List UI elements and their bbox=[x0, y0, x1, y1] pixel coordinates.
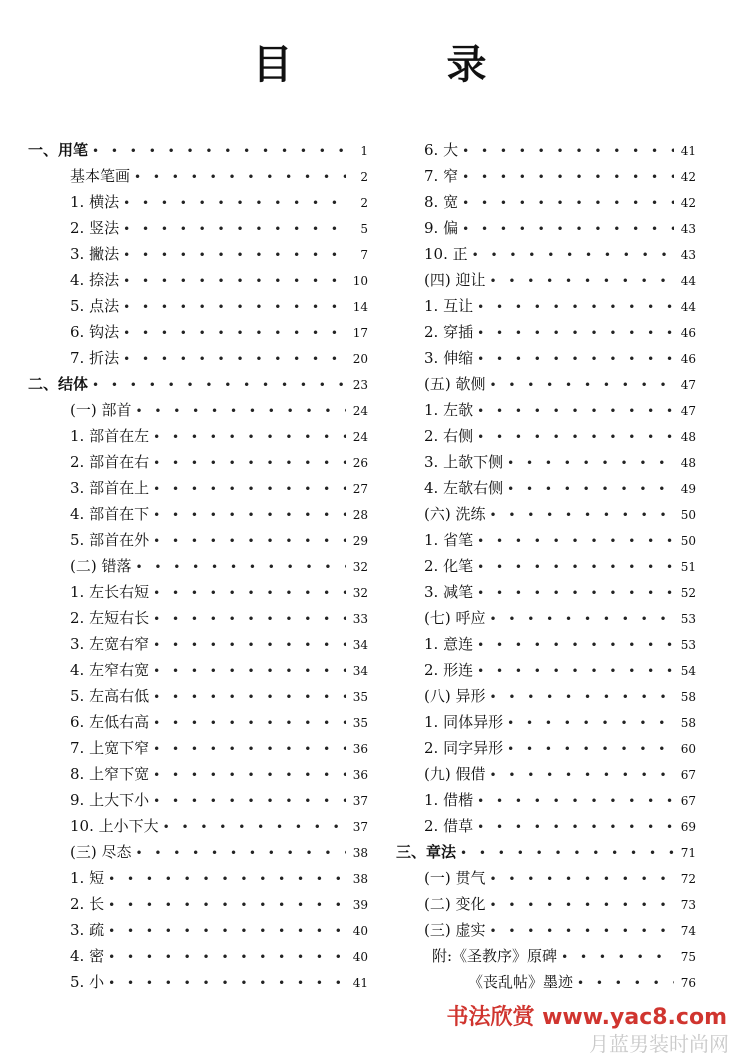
toc-entry bbox=[28, 423, 368, 449]
toc-leader-dots bbox=[477, 346, 674, 372]
toc-page-number: 54 bbox=[680, 664, 696, 678]
toc-entry-label: 基本笔画 bbox=[70, 167, 131, 185]
toc-entry-label: (九) 假借 bbox=[424, 765, 486, 783]
toc-entry-label: 6. 大 bbox=[424, 141, 459, 159]
toc-entry bbox=[28, 917, 368, 943]
toc-page-number: 43 bbox=[680, 222, 696, 236]
toc-entry bbox=[28, 969, 368, 995]
toc-page-number: 72 bbox=[680, 872, 696, 886]
toc-leader-dots bbox=[507, 736, 674, 762]
toc-entry bbox=[28, 943, 368, 969]
toc-entry-label: 7. 上宽下窄 bbox=[70, 739, 150, 757]
toc-entry-label: (五) 欹侧 bbox=[424, 375, 486, 393]
toc-left-column bbox=[28, 137, 368, 995]
toc-entry bbox=[28, 215, 368, 241]
toc-page-number: 53 bbox=[680, 612, 696, 626]
toc-entry-label: 1. 互让 bbox=[424, 297, 474, 315]
toc-leader-dots bbox=[153, 580, 346, 606]
toc-entry bbox=[28, 709, 368, 735]
toc-entry bbox=[396, 449, 696, 475]
toc-entry bbox=[28, 475, 368, 501]
toc-entry-label: 1. 意连 bbox=[424, 635, 474, 653]
toc-leader-dots bbox=[489, 866, 674, 892]
toc-page-number: 48 bbox=[680, 430, 696, 444]
toc-leader-dots bbox=[92, 372, 346, 398]
toc-entry-label: 6. 钩法 bbox=[70, 323, 120, 341]
toc-entry-label: 10. 正 bbox=[424, 245, 468, 263]
toc-leader-dots bbox=[477, 554, 674, 580]
toc-entry-label: 5. 部首在外 bbox=[70, 531, 150, 549]
toc-page-number: 44 bbox=[680, 274, 696, 288]
toc-entry-label: (四) 迎让 bbox=[424, 271, 486, 289]
watermark-text: 书法欣赏 www.yac8.com bbox=[446, 1005, 727, 1030]
toc-entry-label: 6. 左低右高 bbox=[70, 713, 150, 731]
toc-page-number: 46 bbox=[680, 326, 696, 340]
toc-entry bbox=[396, 839, 696, 865]
toc-entry bbox=[28, 241, 368, 267]
toc-leader-dots bbox=[153, 502, 346, 528]
toc-entry-label: 1. 借楷 bbox=[424, 791, 474, 809]
toc-entry bbox=[396, 813, 696, 839]
toc-entry bbox=[396, 709, 696, 735]
toc-leader-dots bbox=[134, 164, 346, 190]
toc-page-number: 41 bbox=[352, 976, 368, 990]
toc-entry bbox=[28, 501, 368, 527]
toc-page-number: 32 bbox=[352, 586, 368, 600]
toc-entry bbox=[28, 813, 368, 839]
toc-entry-label: (八) 异形 bbox=[424, 687, 486, 705]
toc-leader-dots bbox=[153, 424, 346, 450]
toc-entry bbox=[28, 631, 368, 657]
toc-entry bbox=[396, 969, 696, 995]
toc-entry bbox=[28, 137, 368, 163]
toc-entry-label: 附:《圣教序》原碑 bbox=[432, 947, 558, 965]
toc-leader-dots bbox=[577, 970, 674, 996]
toc-leader-dots bbox=[153, 736, 346, 762]
toc-leader-dots bbox=[489, 606, 674, 632]
toc-entry-label: (一) 贯气 bbox=[424, 869, 486, 887]
toc-page-number: 35 bbox=[352, 690, 368, 704]
toc-right-column bbox=[396, 137, 696, 995]
toc-leader-dots bbox=[108, 944, 346, 970]
toc-leader-dots bbox=[460, 840, 674, 866]
toc-page-number: 75 bbox=[680, 950, 696, 964]
toc-leader-dots bbox=[477, 398, 674, 424]
toc-entry bbox=[28, 683, 368, 709]
toc-page-number: 50 bbox=[680, 534, 696, 548]
toc-leader-dots bbox=[135, 398, 346, 424]
toc-page-number: 74 bbox=[680, 924, 696, 938]
toc-leader-dots bbox=[123, 346, 346, 372]
toc-leader-dots bbox=[489, 502, 674, 528]
toc-page-number: 48 bbox=[680, 456, 696, 470]
toc-entry bbox=[396, 683, 696, 709]
toc-entry bbox=[28, 397, 368, 423]
toc-entry bbox=[28, 553, 368, 579]
toc-entry bbox=[396, 761, 696, 787]
toc-page-number: 52 bbox=[680, 586, 696, 600]
toc-leader-dots bbox=[477, 814, 674, 840]
toc-leader-dots bbox=[123, 242, 346, 268]
toc-entry-label: 2. 化笔 bbox=[424, 557, 474, 575]
toc-leader-dots bbox=[135, 554, 346, 580]
toc-entry-label: 3. 撇法 bbox=[70, 245, 120, 263]
toc-entry-label: 3. 部首在上 bbox=[70, 479, 150, 497]
toc-leader-dots bbox=[123, 294, 346, 320]
toc-leader-dots bbox=[123, 320, 346, 346]
toc-leader-dots bbox=[507, 710, 674, 736]
toc-entry bbox=[396, 501, 696, 527]
toc-entry-label: 2. 右侧 bbox=[424, 427, 474, 445]
toc-entry bbox=[28, 345, 368, 371]
page-title: 目 录 bbox=[252, 42, 557, 88]
toc-page-number: 29 bbox=[352, 534, 368, 548]
toc-entry-label: 8. 宽 bbox=[424, 193, 459, 211]
toc-entry bbox=[28, 267, 368, 293]
toc-entry-label: 5. 小 bbox=[70, 973, 105, 991]
toc-page-number: 10 bbox=[352, 274, 368, 288]
toc-page-number: 32 bbox=[352, 560, 368, 574]
toc-leader-dots bbox=[477, 528, 674, 554]
toc-entry-label: (三) 尽态 bbox=[70, 843, 132, 861]
toc-page-number: 47 bbox=[680, 378, 696, 392]
toc-entry-label: 2. 穿插 bbox=[424, 323, 474, 341]
toc-leader-dots bbox=[489, 684, 674, 710]
toc-entry bbox=[396, 553, 696, 579]
toc-entry bbox=[396, 657, 696, 683]
toc-entry-label: 2. 部首在右 bbox=[70, 453, 150, 471]
toc-page-number: 33 bbox=[352, 612, 368, 626]
toc-entry bbox=[28, 787, 368, 813]
toc-page-number: 51 bbox=[680, 560, 696, 574]
toc-entry bbox=[396, 267, 696, 293]
toc-leader-dots bbox=[561, 944, 674, 970]
toc-entry bbox=[28, 449, 368, 475]
toc-entry bbox=[28, 761, 368, 787]
toc-entry-label: 3. 左宽右窄 bbox=[70, 635, 150, 653]
toc-entry bbox=[396, 579, 696, 605]
toc-page-number: 20 bbox=[352, 352, 368, 366]
toc-entry-label: (二) 错落 bbox=[70, 557, 132, 575]
toc-entry bbox=[28, 293, 368, 319]
toc-leader-dots bbox=[477, 320, 674, 346]
toc-entry-label: 4. 密 bbox=[70, 947, 105, 965]
toc-page-number: 46 bbox=[680, 352, 696, 366]
toc-leader-dots bbox=[108, 918, 346, 944]
toc-page-number: 60 bbox=[680, 742, 696, 756]
toc-entry bbox=[396, 943, 696, 969]
toc-page-number: 42 bbox=[680, 196, 696, 210]
toc-page-number: 36 bbox=[352, 742, 368, 756]
toc-page-number: 76 bbox=[680, 976, 696, 990]
toc-entry bbox=[28, 319, 368, 345]
toc-leader-dots bbox=[153, 606, 346, 632]
toc-leader-dots bbox=[462, 164, 674, 190]
toc-page-number: 7 bbox=[360, 248, 368, 262]
toc-entry bbox=[396, 371, 696, 397]
toc-leader-dots bbox=[153, 632, 346, 658]
toc-entry-label: 1. 同体异形 bbox=[424, 713, 504, 731]
toc-entry bbox=[396, 345, 696, 371]
toc-leader-dots bbox=[477, 632, 674, 658]
toc-entry-label: 3. 减笔 bbox=[424, 583, 474, 601]
toc-entry bbox=[396, 137, 696, 163]
toc-leader-dots bbox=[477, 580, 674, 606]
toc-entry-label: 1. 部首在左 bbox=[70, 427, 150, 445]
toc-page-number: 26 bbox=[352, 456, 368, 470]
toc-entry-label: 4. 部首在下 bbox=[70, 505, 150, 523]
toc-page-number: 73 bbox=[680, 898, 696, 912]
toc-page-number: 23 bbox=[352, 378, 368, 392]
toc-entry bbox=[28, 189, 368, 215]
toc-leader-dots bbox=[462, 190, 674, 216]
toc-entry bbox=[396, 891, 696, 917]
toc-entry bbox=[28, 735, 368, 761]
toc-leader-dots bbox=[489, 892, 674, 918]
toc-leader-dots bbox=[153, 528, 346, 554]
toc-entry-label: 1. 省笔 bbox=[424, 531, 474, 549]
toc-leader-dots bbox=[108, 970, 346, 996]
toc-entry-label: 1. 左欹 bbox=[424, 401, 474, 419]
toc-entry-label: 1. 短 bbox=[70, 869, 105, 887]
toc-entry bbox=[28, 839, 368, 865]
toc-entry bbox=[396, 735, 696, 761]
toc-entry-label: 4. 左窄右宽 bbox=[70, 661, 150, 679]
toc-entry-label: 5. 左高右低 bbox=[70, 687, 150, 705]
toc-page-number: 43 bbox=[680, 248, 696, 262]
toc-entry-label: 1. 横法 bbox=[70, 193, 120, 211]
toc-entry-label: 二、结体 bbox=[28, 375, 89, 393]
toc-entry bbox=[396, 241, 696, 267]
toc-leader-dots bbox=[123, 268, 346, 294]
toc-page-number: 47 bbox=[680, 404, 696, 418]
toc-leader-dots bbox=[153, 684, 346, 710]
toc-entry-label: 3. 上欹下侧 bbox=[424, 453, 504, 471]
toc-entry bbox=[396, 189, 696, 215]
toc-entry bbox=[396, 631, 696, 657]
toc-leader-dots bbox=[477, 294, 674, 320]
toc-entry bbox=[28, 605, 368, 631]
toc-leader-dots bbox=[489, 268, 674, 294]
toc-leader-dots bbox=[462, 216, 674, 242]
toc-page-number: 28 bbox=[352, 508, 368, 522]
toc-entry-label: 2. 左短右长 bbox=[70, 609, 150, 627]
toc-page-number: 37 bbox=[352, 794, 368, 808]
toc-entry-label: 5. 点法 bbox=[70, 297, 120, 315]
toc-entry bbox=[28, 163, 368, 189]
toc-leader-dots bbox=[489, 762, 674, 788]
toc-entry-label: (六) 洗练 bbox=[424, 505, 486, 523]
toc-page-number: 58 bbox=[680, 690, 696, 704]
toc-page-number: 67 bbox=[680, 768, 696, 782]
toc-leader-dots bbox=[123, 216, 346, 242]
toc-page-number: 50 bbox=[680, 508, 696, 522]
toc-entry bbox=[396, 475, 696, 501]
toc-leader-dots bbox=[477, 788, 674, 814]
toc-leader-dots bbox=[153, 762, 346, 788]
toc-entry-label: 7. 窄 bbox=[424, 167, 459, 185]
toc-entry-label: (二) 变化 bbox=[424, 895, 486, 913]
toc-entry-label: 三、章法 bbox=[396, 843, 457, 861]
toc-entry-label: 9. 上大下小 bbox=[70, 791, 150, 809]
toc-entry bbox=[396, 527, 696, 553]
toc-leader-dots bbox=[153, 658, 346, 684]
toc-entry-label: 2. 同字异形 bbox=[424, 739, 504, 757]
toc-page-number: 2 bbox=[360, 170, 368, 184]
toc-leader-dots bbox=[135, 840, 346, 866]
toc-page-number: 24 bbox=[352, 404, 368, 418]
toc-leader-dots bbox=[507, 450, 674, 476]
toc-entry-label: 一、用笔 bbox=[28, 141, 89, 159]
toc-entry-label: 3. 伸缩 bbox=[424, 349, 474, 367]
toc-leader-dots bbox=[123, 190, 346, 216]
toc-page-number: 38 bbox=[352, 846, 368, 860]
toc-leader-dots bbox=[163, 814, 346, 840]
toc-entry bbox=[396, 293, 696, 319]
toc-entry-label: 7. 折法 bbox=[70, 349, 120, 367]
toc-entry bbox=[396, 865, 696, 891]
toc-page-number: 39 bbox=[352, 898, 368, 912]
toc-entry bbox=[28, 891, 368, 917]
toc-leader-dots bbox=[477, 658, 674, 684]
toc-entry-label: 2. 形连 bbox=[424, 661, 474, 679]
toc-page-number: 1 bbox=[360, 144, 368, 158]
toc-entry-label: 《丧乱帖》墨迹 bbox=[468, 973, 574, 991]
toc-page-number: 34 bbox=[352, 664, 368, 678]
toc-page-number: 5 bbox=[360, 222, 368, 236]
toc-entry bbox=[28, 865, 368, 891]
toc-page-number: 69 bbox=[680, 820, 696, 834]
toc-leader-dots bbox=[153, 450, 346, 476]
toc-page-number: 2 bbox=[360, 196, 368, 210]
toc-leader-dots bbox=[477, 424, 674, 450]
toc-entry-label: (七) 呼应 bbox=[424, 609, 486, 627]
toc-page-number: 44 bbox=[680, 300, 696, 314]
toc-entry bbox=[28, 527, 368, 553]
toc-page-number: 17 bbox=[352, 326, 368, 340]
toc-leader-dots bbox=[462, 138, 674, 164]
toc-leader-dots bbox=[507, 476, 674, 502]
toc-leader-dots bbox=[489, 918, 674, 944]
toc-entry-label: (三) 虚实 bbox=[424, 921, 486, 939]
toc-page-number: 40 bbox=[352, 924, 368, 938]
toc-entry-label: 2. 借草 bbox=[424, 817, 474, 835]
toc-page-number: 40 bbox=[352, 950, 368, 964]
toc-entry bbox=[396, 917, 696, 943]
toc-page-number: 34 bbox=[352, 638, 368, 652]
toc-entry bbox=[396, 605, 696, 631]
toc-leader-dots bbox=[153, 476, 346, 502]
toc-entry bbox=[396, 319, 696, 345]
toc-entry bbox=[396, 163, 696, 189]
toc-page-number: 49 bbox=[680, 482, 696, 496]
toc-entry bbox=[28, 371, 368, 397]
toc-entry bbox=[28, 579, 368, 605]
toc-page-number: 37 bbox=[352, 820, 368, 834]
toc-entry bbox=[396, 215, 696, 241]
toc-page-number: 27 bbox=[352, 482, 368, 496]
toc-page-number: 67 bbox=[680, 794, 696, 808]
toc-entry bbox=[396, 423, 696, 449]
toc-leader-dots bbox=[153, 710, 346, 736]
toc-page-number: 35 bbox=[352, 716, 368, 730]
toc-entry-label: 1. 左长右短 bbox=[70, 583, 150, 601]
toc-page-number: 36 bbox=[352, 768, 368, 782]
toc-leader-dots bbox=[153, 788, 346, 814]
toc-entry bbox=[396, 397, 696, 423]
watermark-secondary: 月蓝男装时尚网 bbox=[589, 1032, 729, 1056]
toc-page-number: 14 bbox=[352, 300, 368, 314]
toc-leader-dots bbox=[108, 892, 346, 918]
toc-entry bbox=[396, 787, 696, 813]
toc-page-number: 53 bbox=[680, 638, 696, 652]
toc-page-number: 42 bbox=[680, 170, 696, 184]
toc-entry-label: 9. 偏 bbox=[424, 219, 459, 237]
toc-leader-dots bbox=[472, 242, 674, 268]
toc-entry-label: 2. 长 bbox=[70, 895, 105, 913]
toc-page-number: 24 bbox=[352, 430, 368, 444]
toc-leader-dots bbox=[489, 372, 674, 398]
toc-entry-label: 3. 疏 bbox=[70, 921, 105, 939]
toc-page-number: 58 bbox=[680, 716, 696, 730]
toc-entry-label: 4. 左欹右侧 bbox=[424, 479, 504, 497]
toc-page-number: 71 bbox=[680, 846, 696, 860]
toc-leader-dots bbox=[92, 138, 346, 164]
toc-entry-label: 10. 上小下大 bbox=[70, 817, 159, 835]
toc-entry bbox=[28, 657, 368, 683]
toc-leader-dots bbox=[108, 866, 346, 892]
toc-entry-label: 8. 上窄下宽 bbox=[70, 765, 150, 783]
toc-page-number: 41 bbox=[680, 144, 696, 158]
toc-page-number: 38 bbox=[352, 872, 368, 886]
toc-entry-label: 2. 竖法 bbox=[70, 219, 120, 237]
toc-entry-label: 4. 捺法 bbox=[70, 271, 120, 289]
toc-entry-label: (一) 部首 bbox=[70, 401, 132, 419]
